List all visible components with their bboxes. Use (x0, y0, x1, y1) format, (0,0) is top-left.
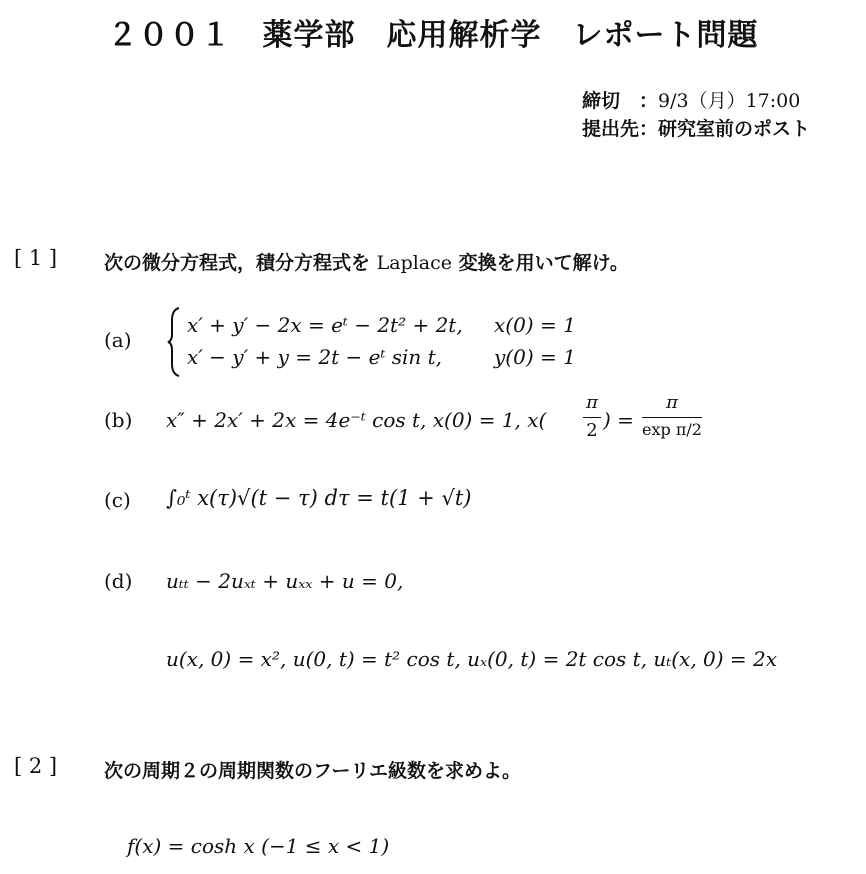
part-a-cond2: y(0) = 1 (494, 345, 576, 369)
q1-text-post: 変換を用いて解け。 (452, 252, 629, 274)
submit-value: 研究室前のポスト (658, 118, 811, 140)
part-b-rhs-bar (642, 417, 702, 418)
part-b-frac-bar (583, 417, 601, 418)
part-a-eq1: x′ + y′ − 2x = eᵗ − 2t² + 2t, (187, 313, 463, 337)
q1-text (104, 248, 629, 275)
submit-line (582, 114, 810, 141)
page-title: ２００１ 薬学部 応用解析学 レポート問題 (107, 18, 759, 53)
deadline-value: 9/3（月）17:00 (658, 90, 801, 112)
q1-text-pre: 次の微分方程式，積分方程式を (104, 252, 377, 274)
part-d-eq: uₜₜ − 2uₓₜ + uₓₓ + u = 0, (166, 569, 404, 593)
part-a-label: (a) (104, 328, 132, 352)
q1-text-latin: Laplace (376, 252, 453, 274)
part-c-label: (c) (104, 488, 131, 512)
part-c-eq: ∫₀ᵗ x(τ)√(t − τ) dτ = t(1 + √t) (166, 486, 472, 510)
part-b-frac-den: 2 (586, 420, 598, 441)
submit-label: 提出先： (582, 118, 659, 140)
part-d-conds: u(x, 0) = x², u(0, t) = t² cos t, uₓ(0, t) = 2t cos t, uₜ(x, 0) = 2x (166, 647, 778, 671)
part-b-eq: x″ + 2x′ + 2x = 4e⁻ᵗ cos t, x(0) = 1, x( (166, 408, 547, 432)
part-b-frac-num: π (586, 392, 598, 413)
part-a-eq2: x′ − y′ + y = 2t − eᵗ sin t, (187, 345, 443, 369)
q2-eq: f(x) = cosh x (−1 ≤ x < 1) (127, 834, 390, 858)
deadline-line (582, 86, 800, 113)
part-b-eq-after: ) = (603, 408, 634, 432)
system-brace-icon (166, 306, 182, 378)
q2-text: 次の周期２の周期関数のフーリエ級数を求めよ。 (104, 760, 522, 782)
part-b-label: (b) (104, 408, 133, 432)
part-b-rhs-den: exp π/2 (642, 420, 702, 439)
q1-number: [ 1 ] (14, 246, 58, 270)
part-a-cond1: x(0) = 1 (494, 313, 576, 337)
q2-number: [ 2 ] (14, 754, 58, 778)
deadline-label: 締切 ： (582, 90, 659, 112)
part-b-rhs-num: π (666, 392, 678, 413)
part-d-label: (d) (104, 569, 133, 593)
